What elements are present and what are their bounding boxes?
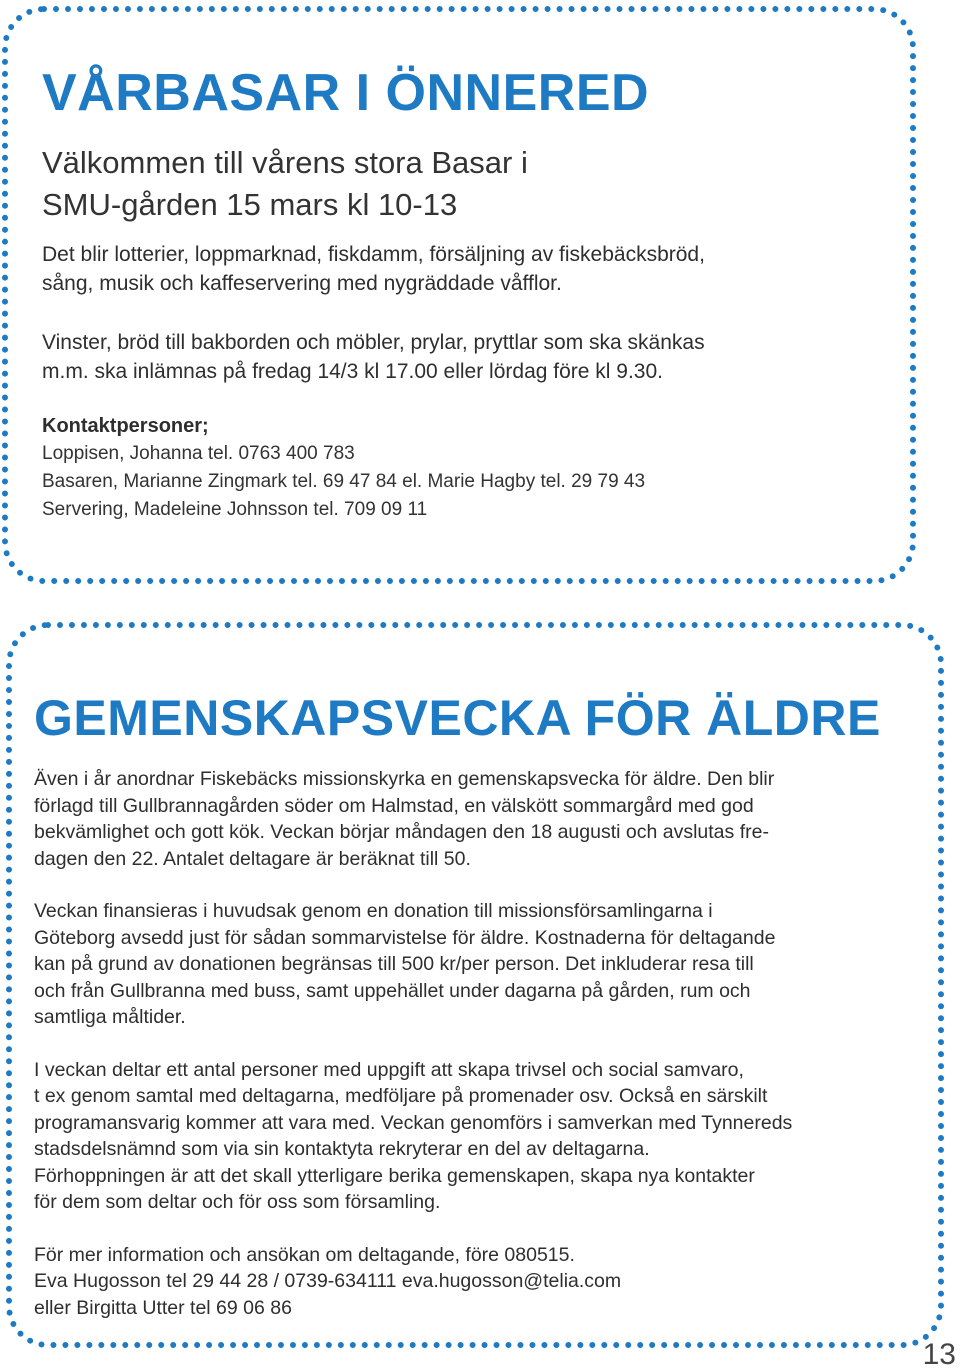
gemenskapsvecka-content <box>34 688 924 1321</box>
text-line: Förhoppningen är att det skall ytterligare berika gemenskapen, skapa nya kontakter <box>34 1164 755 1187</box>
basar-content <box>42 62 902 523</box>
contact-line-loppisen: Loppisen, Johanna tel. 0763 400 783 <box>42 443 355 464</box>
basar-subtitle-line2: SMU-gården 15 mars kl 10-13 <box>42 187 458 222</box>
basar-title: VÅRBASAR I ÖNNERED <box>42 64 650 122</box>
text-line: kan på grund av donationen begränsas till 500 kr/per person. Det inkluderar resa till <box>34 953 754 975</box>
text-line: Vinster, bröd till bakborden och möbler, prylar, pryttlar som ska skänkas <box>42 331 705 354</box>
text-line: I veckan deltar ett antal personer med uppgift att skapa trivsel och social samvaro, <box>34 1058 744 1081</box>
gemenskapsvecka-contact-paragraph <box>34 1242 924 1322</box>
text-line: Göteborg avsedd just för sådan sommarvistelse för äldre. Kostnaderna för deltagande <box>34 926 776 949</box>
text-line: dagen den 22. Antalet deltagare är beräknat till 50. <box>34 847 471 870</box>
contacts-heading: Kontaktpersoner; <box>42 415 209 437</box>
text-line: för dem som deltar och för oss som församling. <box>34 1191 441 1213</box>
basar-subtitle-line1: Välkommen till vårens stora Basar i <box>42 145 528 180</box>
text-line: Det blir lotterier, loppmarknad, fiskdamm, försäljning av fiskebäcksbröd, <box>42 243 705 266</box>
text-line: t ex genom samtal med deltagarna, medföljare på promenader osv. Också en särskilt <box>34 1085 768 1107</box>
contact-line-basaren: Basaren, Marianne Zingmark tel. 69 47 84 el. Marie Hagby tel. 29 79 43 <box>42 471 646 492</box>
text-line: programansvarig kommer att vara med. Veckan genomförs i samverkan med Tynnereds <box>34 1111 793 1134</box>
text-line: eller Birgitta Utter tel 69 06 86 <box>34 1296 292 1319</box>
text-line: bekvämlighet och gott kök. Veckan börjar måndagen den 18 augusti och avslutas fre- <box>34 821 769 843</box>
text-line: Även i år anordnar Fiskebäcks missionskyrka en gemenskapsvecka för äldre. Den blir <box>34 768 775 790</box>
gemenskapsvecka-staff-paragraph <box>34 1057 924 1216</box>
gemenskapsvecka-title: GEMENSKAPSVECKA FÖR ÄLDRE <box>34 690 881 746</box>
text-line: sång, musik och kaffeservering med nygräddade våfflor. <box>42 272 562 295</box>
gemenskapsvecka-financing-paragraph <box>34 898 924 1031</box>
basar-donations-paragraph <box>42 328 902 386</box>
text-line: förlagd till Gullbrannagården söder om Halmstad, en välskött sommargård med god <box>34 794 754 817</box>
gemenskapsvecka-intro-paragraph <box>34 766 924 872</box>
contact-line-servering: Servering, Madeleine Johnsson tel. 709 09 11 <box>42 499 428 520</box>
text-line: m.m. ska inlämnas på fredag 14/3 kl 17.00 eller lördag före kl 9.30. <box>42 360 663 383</box>
text-line: Veckan finansieras i huvudsak genom en donation till missionsförsamlingarna i <box>34 900 713 922</box>
basar-activities-paragraph <box>42 240 902 298</box>
page-number: 13 <box>922 1338 956 1371</box>
text-line: För mer information och ansökan om deltagande, före 080515. <box>34 1243 575 1266</box>
text-line: samtliga måltider. <box>34 1006 186 1028</box>
text-line: Eva Hugosson tel 29 44 28 / 0739-634111 eva.hugosson@telia.com <box>34 1270 622 1292</box>
text-line: stadsdelsnämnd som via sin kontaktyta rekryterar en del av deltagarna. <box>34 1138 650 1160</box>
basar-subtitle <box>42 142 902 226</box>
text-line: och från Gullbranna med buss, samt uppehället under dagarna på gården, rum och <box>34 979 751 1002</box>
